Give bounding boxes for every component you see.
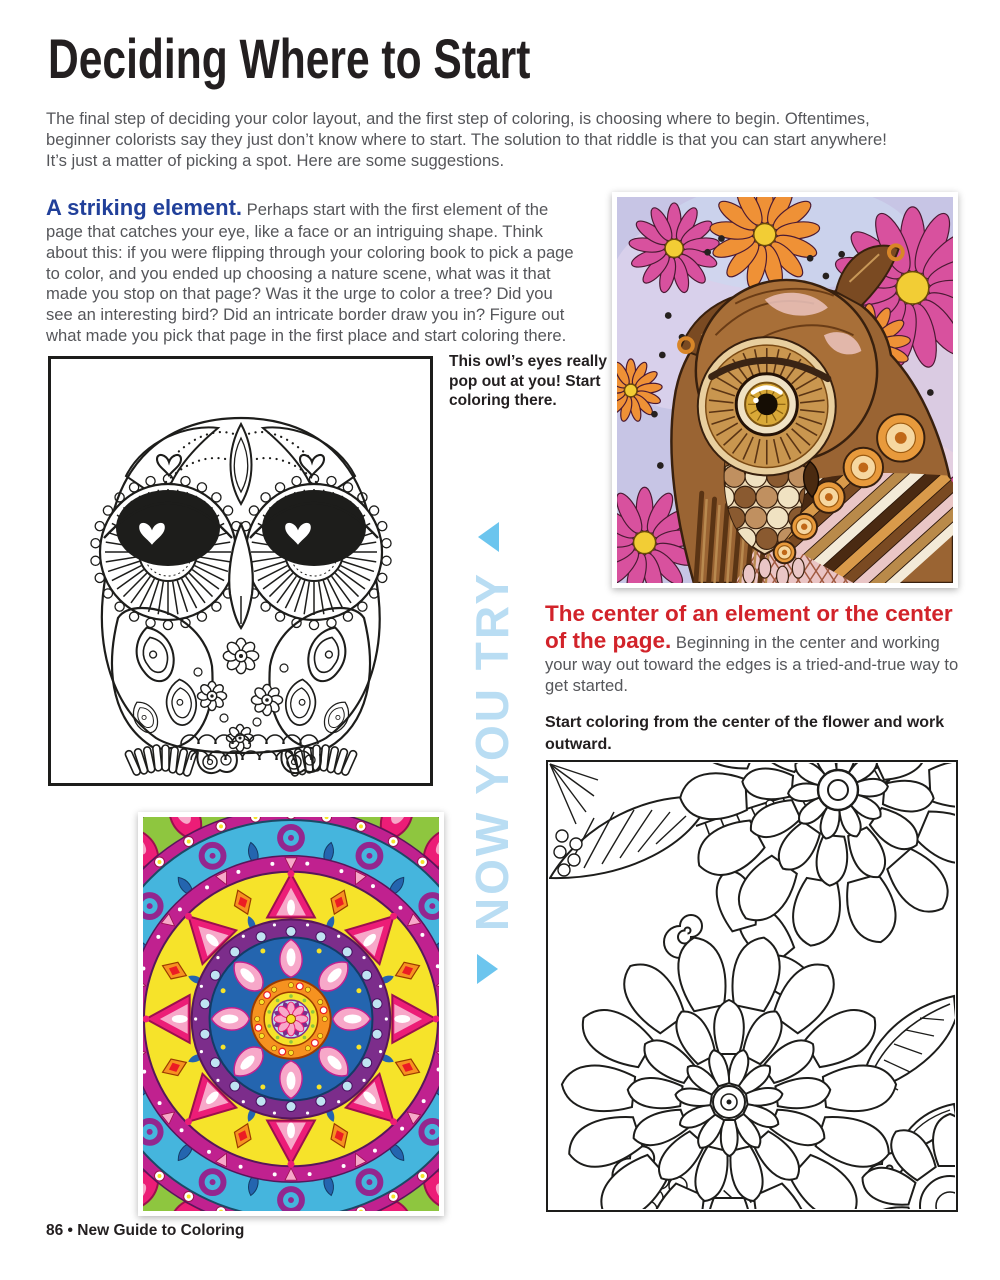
- page-title: Deciding Where to Start: [48, 27, 531, 90]
- page-number-label: 86 • New Guide to Coloring: [46, 1222, 245, 1239]
- center-heading: The center of an element or the center of the page.: [545, 601, 953, 654]
- mandala-figure: [138, 812, 444, 1216]
- colored-owl-art: [617, 197, 953, 583]
- owl-line-art-figure: [48, 356, 433, 786]
- section-center-of-element: [545, 600, 963, 756]
- striking-heading: A striking element.: [46, 195, 243, 220]
- center-paragraph: [545, 600, 963, 697]
- page-footer: [46, 1222, 244, 1240]
- now-you-try-label: NOW YOU TRY: [466, 570, 518, 932]
- striking-body: Perhaps start with the first element of the page that catches your eye, like a face or an intriguing shape. Think about this: if you were flipping through your coloring book to pick a page to color, and you ended up choosing a nature scene, what was it that made you stop on that page? Was it the urge to color a tree? Did you see an interesting bird? Did an intricate border draw you in? Figure out what made you pick that page in the first place and start coloring there.: [46, 200, 574, 346]
- intro-paragraph: The final step of deciding your color layout, and the first step of coloring, is choosing where to begin. Oftentimes, beginner colorists say they just don’t know where to start. The solution to that riddle is that you can start anywhere! It’s just a matter of picking a spot. Here are some suggestions.: [46, 109, 887, 171]
- section-striking-element: [46, 194, 582, 347]
- flower-caption: Start coloring from the center of the flower and work outward.: [545, 713, 945, 754]
- colored-owl-figure: [612, 192, 958, 588]
- arrow-right-icon: [477, 954, 498, 984]
- mandala-art: [143, 817, 439, 1211]
- owl-line-art: [48, 356, 433, 786]
- striking-paragraph: [46, 194, 582, 347]
- center-body: Beginning in the center and working your way out toward the edges is a tried-and-true way to get started.: [545, 633, 959, 695]
- flower-line-art-figure: [546, 760, 958, 1212]
- flower-line-art: [546, 760, 958, 1212]
- owl-caption: This owl’s eyes really pop out at you! Start coloring there.: [449, 353, 607, 410]
